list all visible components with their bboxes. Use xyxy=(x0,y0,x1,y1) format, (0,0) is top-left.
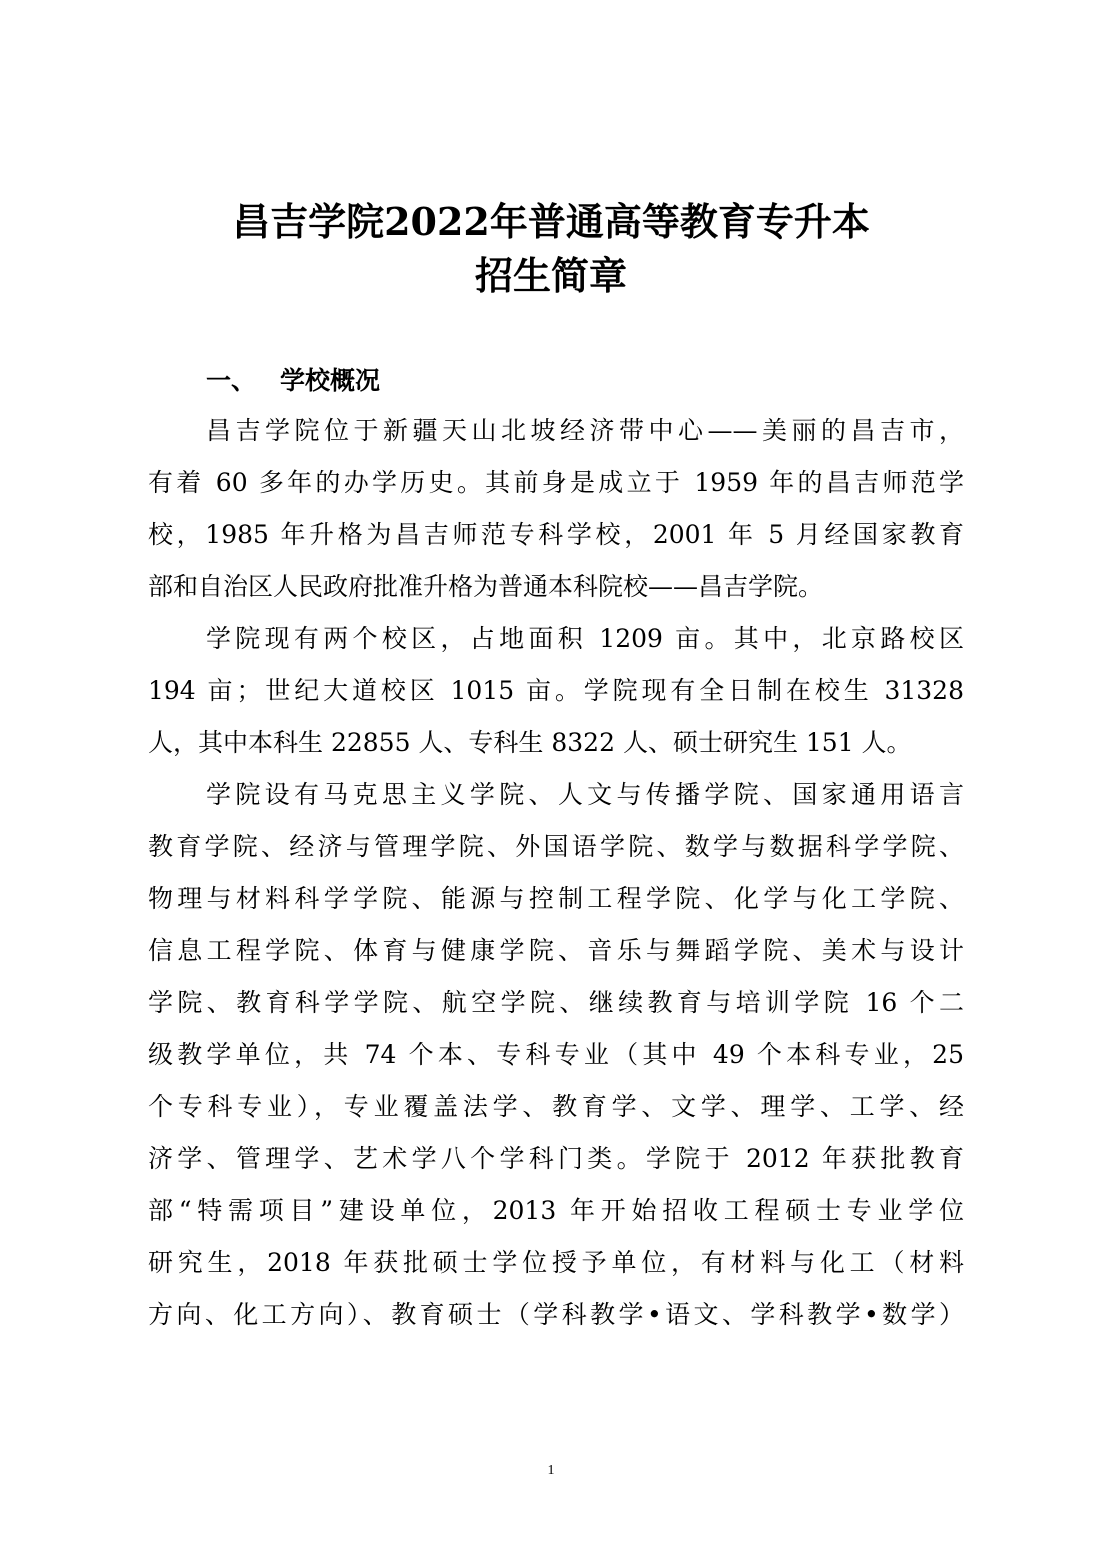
paragraph-line: 校，1985 年升格为昌吉师范专科学校，2001 年 5 月经国家教育 xyxy=(148,520,964,549)
paragraph-line: 方向、化工方向）、教育硕士（学科教学•语文、学科教学•数学） xyxy=(148,1300,964,1329)
page-number: 1 xyxy=(547,1463,555,1478)
paragraph-line: 学院设有马克思主义学院、人文与传播学院、国家通用语言 xyxy=(206,780,964,809)
section-heading-text: 学校概况 xyxy=(280,366,381,395)
paragraph-line: 人，其中本科生 22855 人、专科生 8322 人、硕士研究生 151 人。 xyxy=(148,728,912,757)
paragraph-line: 有着 60 多年的办学历史。其前身是成立于 1959 年的昌吉师范学 xyxy=(148,468,964,497)
paragraph-line: 研究生，2018 年获批硕士学位授予单位，有材料与化工（材料 xyxy=(148,1248,964,1277)
document-title-line-2: 招生简章 xyxy=(474,253,627,298)
paragraph-line: 部“特需项目”建设单位，2013 年开始招收工程硕士专业学位 xyxy=(148,1196,964,1225)
paragraph-line: 教育学院、经济与管理学院、外国语学院、数学与数据科学学院、 xyxy=(148,832,964,861)
paragraph-line: 部和自治区人民政府批准升格为普通本科院校——昌吉学院。 xyxy=(148,572,824,601)
paragraph-line: 物理与材料科学学院、能源与控制工程学院、化学与化工学院、 xyxy=(148,884,964,913)
document-title-line-1: 昌吉学院2022年普通高等教育专升本 xyxy=(232,199,870,244)
paragraph-line: 194 亩；世纪大道校区 1015 亩。学院现有全日制在校生 31328 xyxy=(148,676,964,705)
paragraph-line: 个专科专业），专业覆盖法学、教育学、文学、理学、工学、经 xyxy=(148,1092,964,1121)
paragraph-line: 学院现有两个校区，占地面积 1209 亩。其中，北京路校区 xyxy=(206,624,964,653)
paragraph-line: 级教学单位，共 74 个本、专科专业（其中 49 个本科专业，25 xyxy=(148,1040,964,1069)
paragraph-line: 学院、教育科学学院、航空学院、继续教育与培训学院 16 个二 xyxy=(148,988,964,1017)
paragraph-line: 济学、管理学、艺术学八个学科门类。学院于 2012 年获批教育 xyxy=(148,1144,964,1173)
paragraph-line: 昌吉学院位于新疆天山北坡经济带中心——美丽的昌吉市， xyxy=(206,416,964,445)
section-number: 一、 xyxy=(206,366,257,395)
paragraph-line: 信息工程学院、体育与健康学院、音乐与舞蹈学院、美术与设计 xyxy=(148,936,964,965)
section-heading xyxy=(206,364,380,398)
